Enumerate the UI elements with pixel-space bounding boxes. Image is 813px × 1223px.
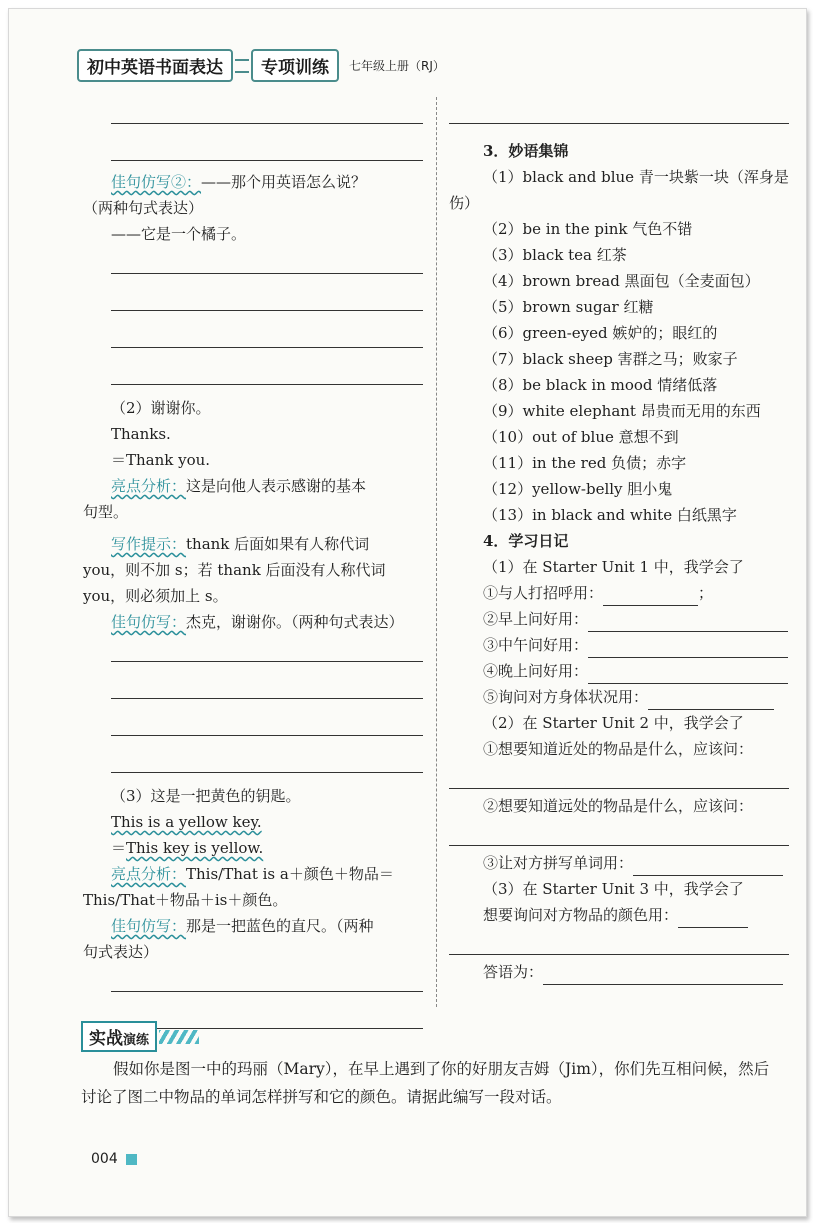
item-label: ④晚上问好用： (483, 662, 589, 680)
unit-2-item-a: ①想要知道近处的物品是什么，应该问： (483, 740, 754, 758)
sentence-3-english-1 (111, 809, 423, 835)
sentence-2-tip-cont-1: you，则不加 s；若 thank 后面没有人称代词 (83, 561, 386, 579)
page-number (91, 1151, 137, 1167)
fill-blank[interactable] (588, 639, 788, 658)
unit-2-cont (483, 793, 789, 819)
practice-heading (81, 1021, 199, 1052)
imitation-text: 那是一把蓝色的直尺。（两种 (186, 917, 374, 935)
page-number-text: 004 (91, 1151, 118, 1167)
sentence-2-english-2: ＝Thank you. (111, 451, 211, 469)
imitation-text: 杰克，谢谢你。（两种句式表达） (186, 613, 404, 631)
right-column (449, 97, 789, 985)
item-label: ①与人打招呼用： (483, 584, 604, 602)
answer-line[interactable] (111, 358, 423, 385)
fill-blank[interactable] (588, 613, 788, 632)
page-header (77, 49, 445, 82)
sentence-2-highlight-cont: 句型。 (83, 503, 129, 521)
item-label: ⑤询问对方身体状况用： (483, 688, 649, 706)
imitation-2-prompt (111, 169, 423, 195)
answer-line[interactable] (111, 284, 423, 311)
sentence-3-phrase-2: This key is yellow. (126, 839, 264, 857)
unit-1-item-b (483, 606, 789, 632)
fill-blank[interactable] (603, 587, 698, 606)
sentence-2-tip (111, 531, 423, 557)
phrase-item: （2）be in the pink 气色不错 (483, 220, 693, 238)
tip-text: thank 后面如果有人称代词 (186, 535, 370, 553)
unit-1-heading: （1）在 Starter Unit 1 中，我学会了 (483, 558, 744, 576)
unit-2-3-cont (483, 850, 789, 928)
sentence-2-tip-cont-2: you，则必须加上 s。 (83, 587, 228, 605)
imitation-label: 佳句仿写： (111, 613, 187, 631)
answer-line[interactable] (111, 672, 423, 699)
sentence-2-english-1: Thanks. (111, 425, 171, 443)
unit-1-item-e (483, 684, 789, 710)
answer-line[interactable] (111, 709, 423, 736)
phrase-item: （3）black tea 红茶 (483, 246, 627, 264)
sentence-3-title: （3）这是一把黄色的钥匙。 (111, 787, 301, 805)
item-label: 想要询问对方物品的颜色用： (483, 906, 679, 924)
fill-blank[interactable] (633, 857, 783, 876)
unit-1-item-a (483, 580, 789, 606)
sentence-2-title: （2）谢谢你。 (111, 399, 211, 417)
unit-3-item-a (483, 902, 789, 928)
answer-line[interactable] (111, 321, 423, 348)
phrase-item: （10）out of blue 意想不到 (483, 428, 679, 446)
equals-sign: ＝ (111, 839, 127, 857)
stripe-decoration (159, 1030, 199, 1044)
phrase-item: （5）brown sugar 红糖 (483, 298, 654, 316)
answer-line[interactable] (449, 97, 789, 124)
highlight-text: This/That is a＋颜色＋物品＝ (186, 865, 394, 883)
answer-line[interactable] (111, 134, 423, 161)
sentence-3-highlight (111, 861, 423, 887)
phrase-item: （9）white elephant 昂贵而无用的东西 (483, 402, 761, 420)
unit-1-item-c (483, 632, 789, 658)
item-label: ③中午问好用： (483, 636, 589, 654)
sentence-3-imitation (111, 913, 423, 939)
item-label: ③让对方拼写单词用： (483, 854, 634, 872)
practice-title-big: 实战 (89, 1029, 123, 1049)
column-divider (436, 97, 437, 1007)
highlight-text: 这是向他人表示感谢的基本 (186, 477, 367, 495)
sentence-2-imitation (111, 609, 423, 635)
section-4-title: 4．学习日记 (483, 532, 569, 550)
tip-label: 写作提示： (111, 535, 187, 553)
practice-task: 假如你是图一中的玛丽（Mary），在早上遇到了你的好朋友吉姆（Jim），你们先互相问候，然后讨论了图二中物品的单词怎样拼写和它的颜色。请据此编写一段对话。 (81, 1060, 770, 1106)
phrase-item: （7）black sheep 害群之马；败家子 (483, 350, 738, 368)
phrase-item: （13）in black and white 白纸黑字 (483, 506, 737, 524)
answer-line[interactable] (111, 965, 423, 992)
unit-1-item-d (483, 658, 789, 684)
phrase-item: （11）in the red 负债；赤字 (483, 454, 687, 472)
imitation-text: ——那个用英语怎么说？ (201, 173, 367, 191)
unit-2-item-b: ②想要知道远处的物品是什么，应该问： (483, 797, 754, 815)
fill-blank[interactable] (543, 966, 783, 985)
item-punct: ； (698, 584, 714, 602)
unit-3-cont (483, 959, 789, 985)
unit-2-item-c (483, 850, 789, 876)
answer-line[interactable] (449, 819, 789, 846)
unit-3-heading: （3）在 Starter Unit 3 中，我学会了 (483, 880, 744, 898)
fill-blank[interactable] (648, 691, 774, 710)
sentence-3-imitation-cont: 句式表达） (83, 943, 159, 961)
fill-blank[interactable] (678, 909, 748, 928)
item-label: 答语为： (483, 963, 544, 981)
grade-label: 七年级上册（RJ） (349, 59, 445, 73)
phrase-item: （1）black and blue 青一块紫一块（浑身是 (483, 168, 789, 186)
phrase-item: （8）be black in mood 情绪低落 (483, 376, 718, 394)
fill-blank[interactable] (588, 665, 788, 684)
sentence-2-highlight (111, 473, 423, 499)
answer-line[interactable] (449, 928, 789, 955)
sentence-3-highlight-cont: This/That＋物品＋is＋颜色。 (83, 891, 288, 909)
imitation-2-note: （两种句式表达） (83, 199, 204, 217)
phrase-list (449, 164, 789, 762)
highlight-label: 亮点分析： (111, 865, 187, 883)
phrase-item-cont: 伤） (449, 194, 480, 212)
sentence-3-english-2 (111, 835, 423, 861)
unit-2-heading: （2）在 Starter Unit 2 中，我学会了 (483, 714, 744, 732)
item-label: ②早上问好用： (483, 610, 589, 628)
sentence-3-phrase: This is a yellow key. (111, 813, 262, 831)
answer-line[interactable] (111, 635, 423, 662)
practice-title-small: 演练 (123, 1033, 150, 1048)
header-separator (235, 59, 249, 73)
phrase-item: （4）brown bread 黑面包（全麦面包） (483, 272, 760, 290)
highlight-label: 亮点分析： (111, 477, 187, 495)
answer-line[interactable] (449, 762, 789, 789)
unit-3-item-b (483, 959, 789, 985)
section-3-title: 3．妙语集锦 (483, 142, 569, 160)
imitation-2-text: ——它是一个橘子。 (111, 225, 247, 243)
imitation-label: 佳句仿写②： (111, 173, 202, 191)
answer-line[interactable] (111, 746, 423, 773)
practice-title (81, 1021, 157, 1052)
phrase-item: （12）yellow-belly 胆小鬼 (483, 480, 673, 498)
imitation-label: 佳句仿写： (111, 917, 187, 935)
answer-line[interactable] (111, 247, 423, 274)
answer-line[interactable] (111, 97, 423, 124)
page-number-square (126, 1154, 137, 1165)
book-title: 初中英语书面表达 (77, 49, 233, 82)
series-title: 专项训练 (251, 49, 339, 82)
page (8, 8, 807, 1217)
phrase-item: （6）green-eyed 嫉妒的；眼红的 (483, 324, 718, 342)
